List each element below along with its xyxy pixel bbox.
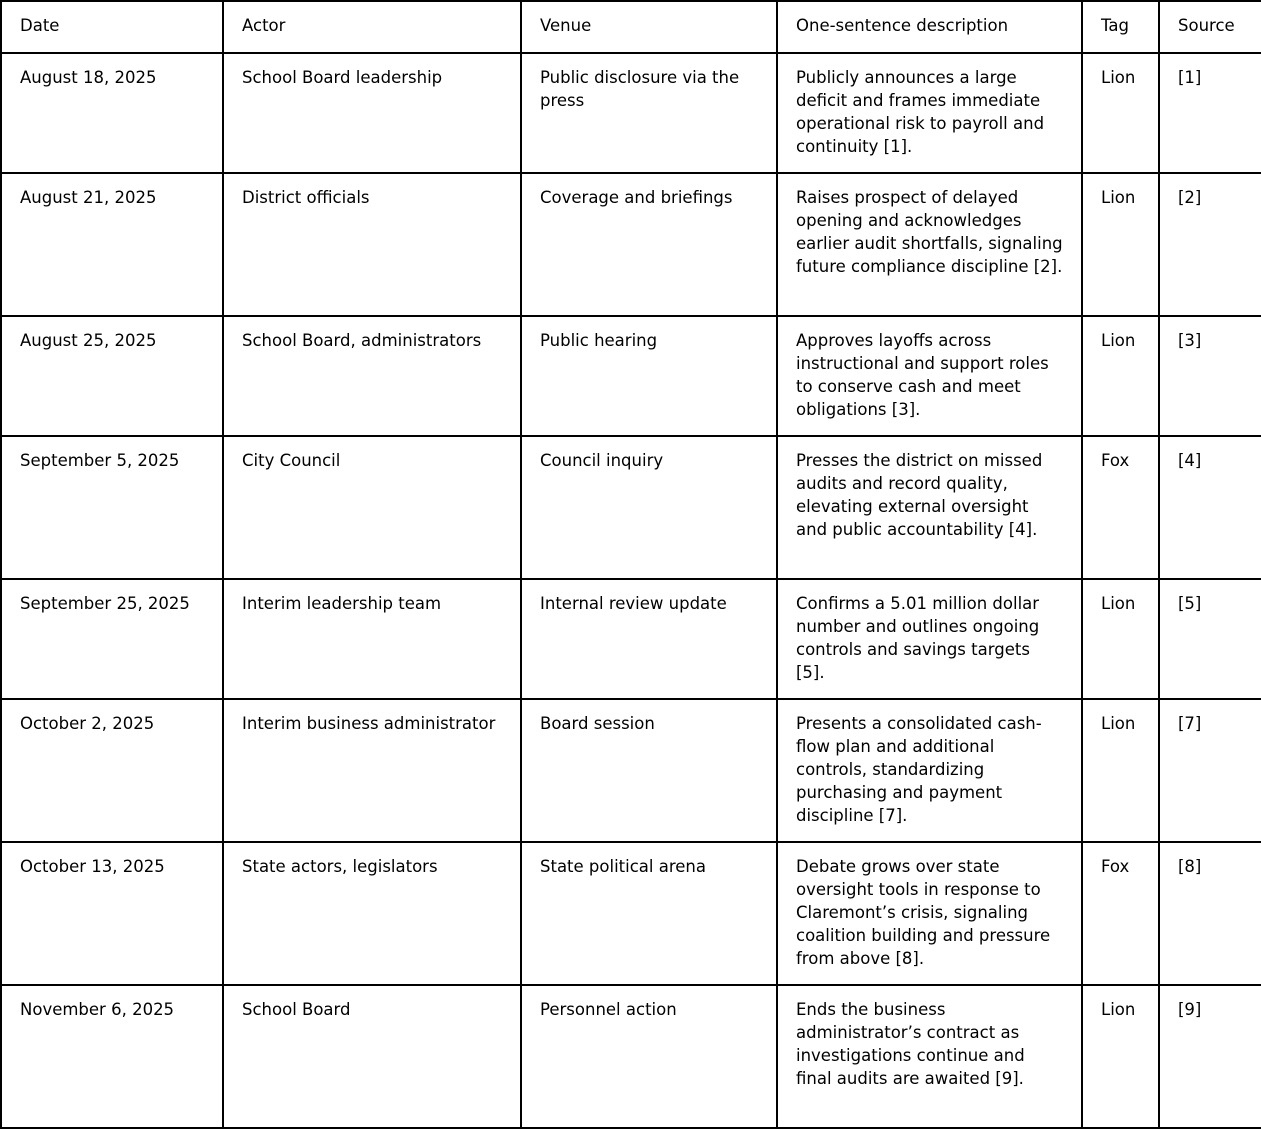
header-tag: Tag xyxy=(1082,1,1159,53)
cell-venue: Internal review update xyxy=(521,579,777,699)
table-row xyxy=(1,316,1261,436)
cell-venue: Public hearing xyxy=(521,316,777,436)
header-venue: Venue xyxy=(521,1,777,53)
table-row xyxy=(1,579,1261,699)
cell-actor: School Board, administrators xyxy=(223,316,521,436)
cell-tag: Lion xyxy=(1082,579,1159,699)
cell-source: [7] xyxy=(1159,699,1261,842)
table-row xyxy=(1,699,1261,842)
cell-tag: Lion xyxy=(1082,53,1159,173)
cell-venue: Public disclosure via the press xyxy=(521,53,777,173)
cell-source: [2] xyxy=(1159,173,1261,316)
cell-tag: Lion xyxy=(1082,985,1159,1128)
table-row xyxy=(1,436,1261,579)
cell-description: Presents a consolidated cash-flow plan and additional controls, standardizing purchasing and payment discipline [7]. xyxy=(777,699,1082,842)
table-header xyxy=(1,1,1261,53)
cell-description: Ends the business administrator’s contract as investigations continue and final audits are awaited [9]. xyxy=(777,985,1082,1128)
cell-description: Presses the district on missed audits and record quality, elevating external oversight and public accountability [4]. xyxy=(777,436,1082,579)
header-source: Source xyxy=(1159,1,1261,53)
cell-venue: Council inquiry xyxy=(521,436,777,579)
cell-date: September 5, 2025 xyxy=(1,436,223,579)
cell-date: October 13, 2025 xyxy=(1,842,223,985)
cell-source: [1] xyxy=(1159,53,1261,173)
table-body xyxy=(1,53,1261,1128)
cell-source: [4] xyxy=(1159,436,1261,579)
cell-actor: City Council xyxy=(223,436,521,579)
cell-date: August 21, 2025 xyxy=(1,173,223,316)
cell-actor: Interim leadership team xyxy=(223,579,521,699)
table-row xyxy=(1,53,1261,173)
table-row xyxy=(1,985,1261,1128)
table-row xyxy=(1,842,1261,985)
cell-date: November 6, 2025 xyxy=(1,985,223,1128)
cell-description: Raises prospect of delayed opening and acknowledges earlier audit shortfalls, signaling future compliance discipline [2]. xyxy=(777,173,1082,316)
cell-date: August 18, 2025 xyxy=(1,53,223,173)
header-actor: Actor xyxy=(223,1,521,53)
cell-tag: Lion xyxy=(1082,316,1159,436)
header-row xyxy=(1,1,1261,53)
table-row xyxy=(1,173,1261,316)
cell-description: Publicly announces a large deficit and frames immediate operational risk to payroll and continuity [1]. xyxy=(777,53,1082,173)
cell-venue: Coverage and briefings xyxy=(521,173,777,316)
cell-source: [8] xyxy=(1159,842,1261,985)
cell-tag: Fox xyxy=(1082,436,1159,579)
cell-venue: Personnel action xyxy=(521,985,777,1128)
cell-actor: State actors, legislators xyxy=(223,842,521,985)
cell-description: Confirms a 5.01 million dollar number and outlines ongoing controls and savings targets [5]. xyxy=(777,579,1082,699)
cell-date: September 25, 2025 xyxy=(1,579,223,699)
cell-tag: Lion xyxy=(1082,173,1159,316)
cell-description: Debate grows over state oversight tools in response to Claremont’s crisis, signaling coalition building and pressure from above [8]. xyxy=(777,842,1082,985)
cell-date: October 2, 2025 xyxy=(1,699,223,842)
header-description: One-sentence description xyxy=(777,1,1082,53)
cell-actor: School Board xyxy=(223,985,521,1128)
cell-actor: School Board leadership xyxy=(223,53,521,173)
cell-tag: Lion xyxy=(1082,699,1159,842)
cell-venue: Board session xyxy=(521,699,777,842)
cell-venue: State political arena xyxy=(521,842,777,985)
cell-source: [9] xyxy=(1159,985,1261,1128)
cell-date: August 25, 2025 xyxy=(1,316,223,436)
cell-description: Approves layoffs across instructional and support roles to conserve cash and meet obligations [3]. xyxy=(777,316,1082,436)
cell-source: [3] xyxy=(1159,316,1261,436)
cell-source: [5] xyxy=(1159,579,1261,699)
header-date: Date xyxy=(1,1,223,53)
cell-actor: District officials xyxy=(223,173,521,316)
cell-actor: Interim business administrator xyxy=(223,699,521,842)
cell-tag: Fox xyxy=(1082,842,1159,985)
